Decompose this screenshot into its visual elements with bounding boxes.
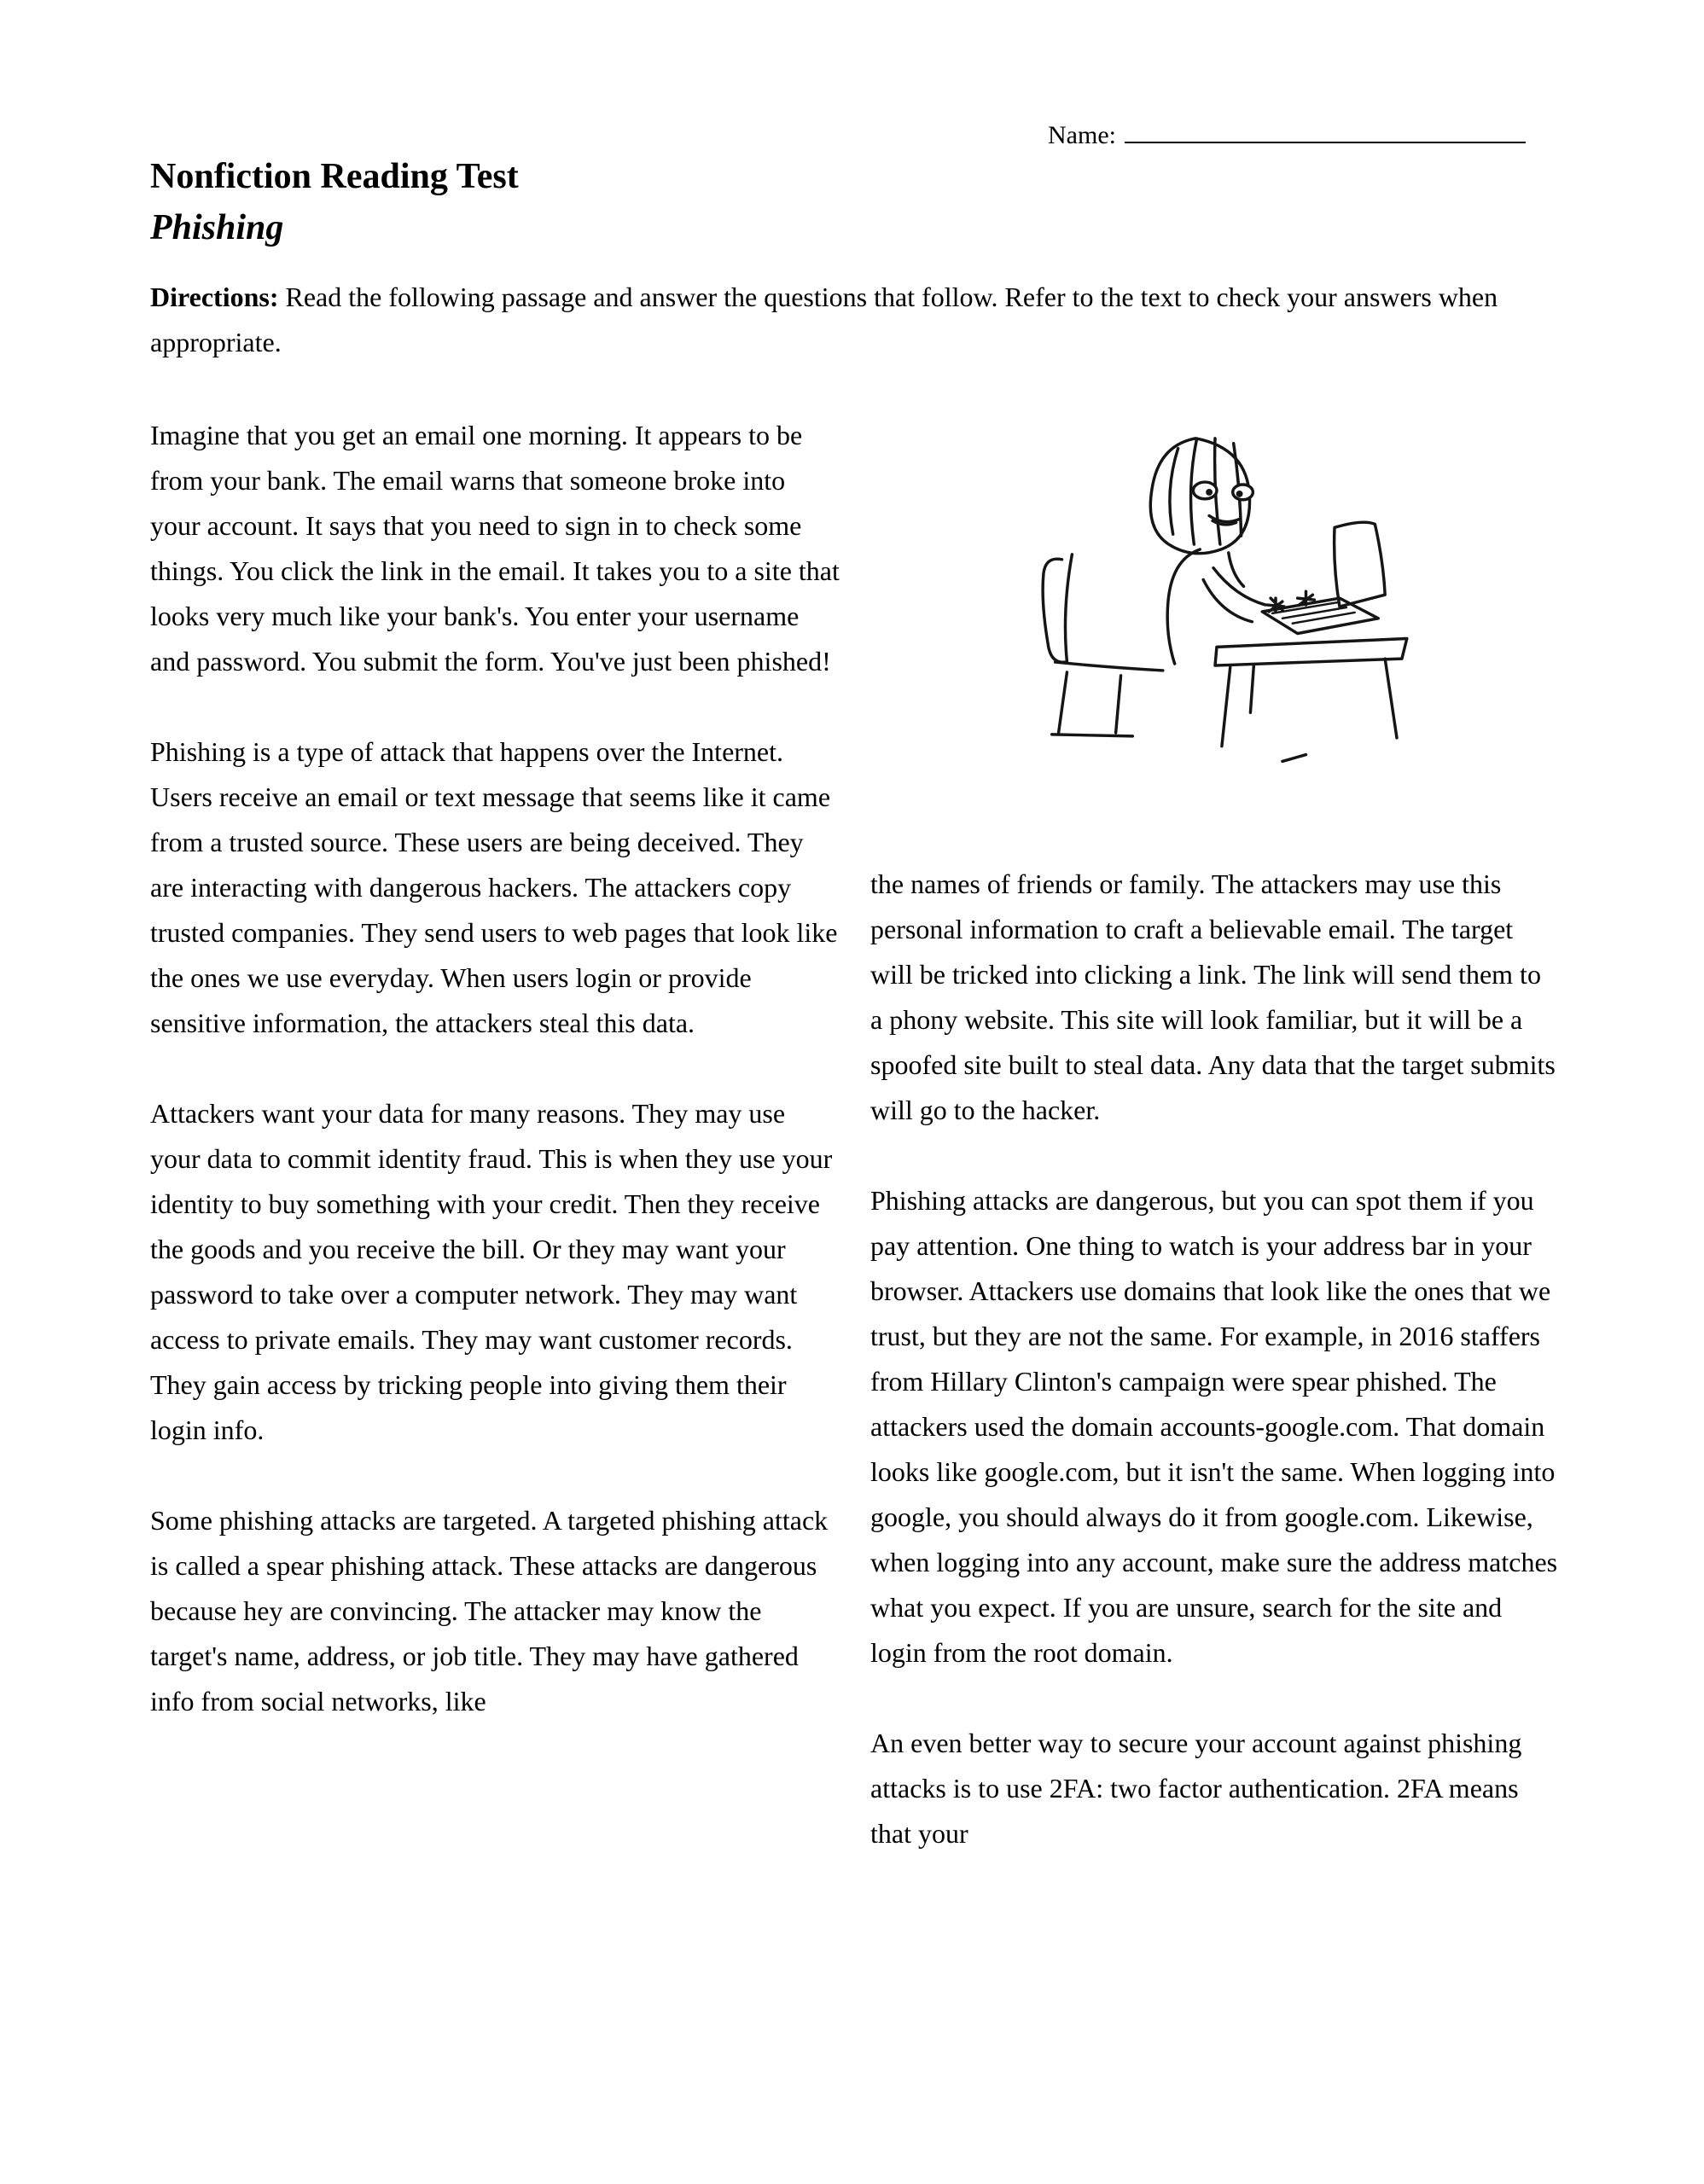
name-blank-line [1125,118,1526,143]
page-header [150,150,519,253]
passage-paragraph: Attackers want your data for many reasons. They may use your data to commit identity fraud. This is when they use your identity to buy something with your credit. Then they receive the goods and you receive the bill. Or they may want your password to take over a computer network. They may want access to private emails. They may want customer records. They gain access by tricking people into giving them their login info. [150,1098,833,1445]
name-field-row [1048,118,1526,150]
passage-columns [150,413,1560,1902]
name-label: Name: [1048,121,1116,149]
left-column [150,413,840,1902]
passage-paragraph: the names of friends or family. The attackers may use this personal information to craft a believable email. The target will be tricked into clicking a link. The link will send them to a phony website. This site will look familiar, but it will be a spoofed site built to steal data. Any data that the target submits will go to the hacker. [870,868,1556,1125]
passage-paragraph: Phishing is a type of attack that happens over the Internet. Users receive an email or text message that seems like it came from a trusted source. These users are being deceived. They are interacting with dangerous hackers. The attackers copy trusted companies. They send users to web pages that look like the ones we use everyday. When users login or provide sensitive information, the attackers steal this data. [150,736,838,1038]
directions-label: Directions: [150,282,279,312]
passage-paragraph: Phishing attacks are dangerous, but you can spot them if you pay attention. One thing to watch is your address bar in your browser. Attackers use domains that look like the ones that we trust, but they are not the same. For example, in 2016 staffers from Hillary Clinton's campaign were spear phished. The attackers used the domain accounts-google.com. That domain looks like google.com, but it isn't the same. When logging into google, you should always do it from google.com. Likewise, when logging into any account, make sure the address matches what you expect. If you are unsure, search for the site and login from the root domain. [870,1185,1558,1668]
passage-paragraph: Imagine that you get an email one morning. It appears to be from your bank. The email warns that someone broke into your account. It says that you need to sign in to check some things. You click the link in the email. It takes you to a site that looks very much like your bank's. You enter your username and password. You submit the form. You've just been phished! [150,420,840,677]
directions [150,275,1556,365]
hacker-at-laptop-icon [1002,427,1428,788]
page-subtitle: Phishing [150,208,284,247]
hacker-at-laptop-illustration [1002,427,1428,788]
passage-paragraph: An even better way to secure your account against phishing attacks is to use 2FA: two factor authentication. 2FA means that your [870,1728,1522,1849]
directions-text: Read the following passage and answer the questions that follow. Refer to the text to check your answers when appropriate. [150,282,1498,357]
page-title: Nonfiction Reading Test [150,157,519,196]
passage-paragraph: Some phishing attacks are targeted. A targeted phishing attack is called a spear phishing attack. These attacks are dangerous because hey are convincing. The attacker may know the target's name, address, or job title. They may have gathered info from social networks, like [150,1505,829,1716]
right-column [870,413,1560,1902]
